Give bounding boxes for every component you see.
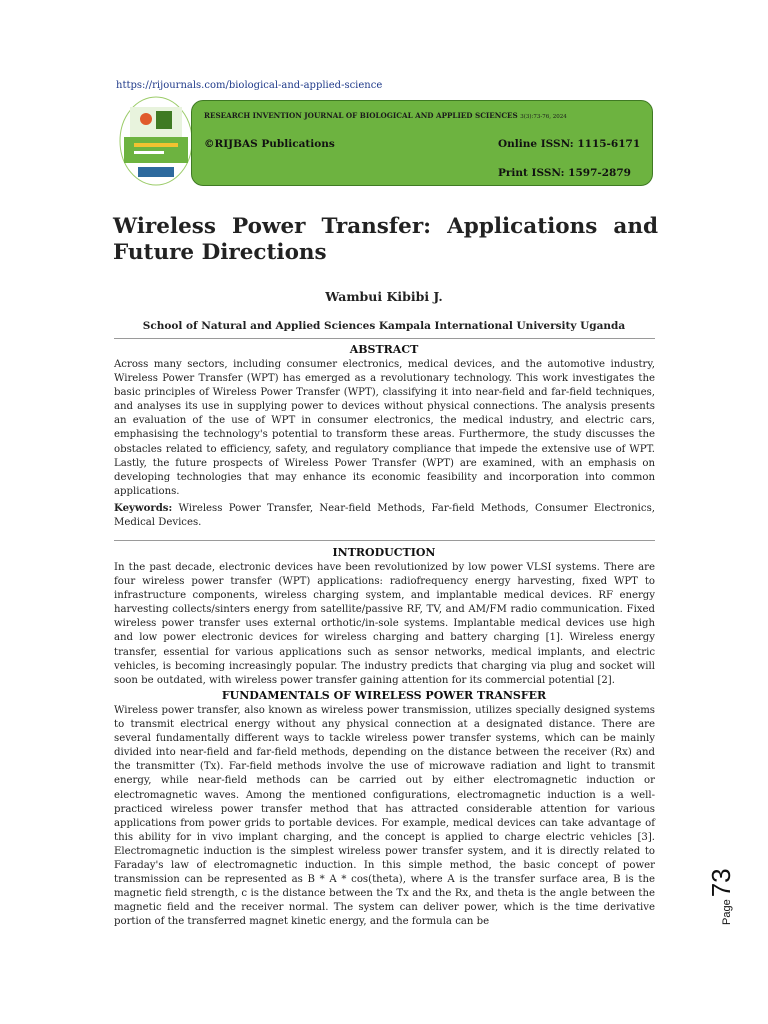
journal-logo — [116, 95, 196, 187]
page-word: Page — [721, 899, 733, 925]
introduction-heading: INTRODUCTION — [332, 546, 436, 559]
print-issn: Print ISSN: 1597-2879 — [498, 167, 631, 179]
publisher-label: ©RIJBAS Publications — [204, 138, 335, 150]
introduction-text: In the past decade, electronic devices have been revolutionized by low power VLSI systems. There are four wireless power transfer (WPT) applications: radiofrequency energy harvesting, fixed WPT to infrastructure components, wireless charging system, and implantable medical devices. RF energy harvesting collects/sinters energy from satellite/passive RF, TV, and AM/FM radio communication. Fixed wireless power transfer uses external orthotic/in-sole systems. Implantable medical devices use high and low power electronic devices for wireless charging and battery charging [1]. Wireless energy transfer, essential for various applications such as sensor networks, medical implants, and electric vehicles, is becoming increasingly popular. The industry predicts that charging via plug and socket will soon be outdated, with wireless power transfer gaining attention for its commercial potential [2]. — [114, 562, 655, 686]
page-number — [706, 868, 737, 925]
author-affiliation: School of Natural and Applied Sciences Kampala International University Uganda — [142, 320, 626, 332]
journal-url[interactable]: https://rijournals.com/biological-and-applied-science — [116, 80, 383, 91]
journal-banner — [191, 100, 653, 186]
abstract-heading: ABSTRACT — [349, 343, 419, 356]
volume-info: 3(3):73-76, 2024 — [520, 114, 567, 120]
keywords-list: Wireless Power Transfer, Near-field Methods, Far-field Methods, Consumer Electronics, Medical Devices. — [114, 503, 655, 529]
author-name: Wambui Kibibi J. — [325, 289, 443, 304]
journal-name: RESEARCH INVENTION JOURNAL OF BIOLOGICAL AND APPLIED SCIENCES 3(3):73-76, 2024 — [204, 111, 567, 120]
fundamentals-heading: FUNDAMENTALS OF WIRELESS POWER TRANSFER — [221, 689, 547, 702]
keywords-label: Keywords: — [114, 502, 173, 514]
online-issn: Online ISSN: 1115-6171 — [498, 138, 641, 150]
keywords — [114, 501, 655, 530]
divider-top — [114, 338, 655, 339]
article-title: Wireless Power Transfer: Applications and Future Directions — [113, 214, 658, 265]
page-number-value: 73 — [706, 868, 736, 898]
abstract-text: Across many sectors, including consumer electronics, medical devices, and the automotive industry, Wireless Power Transfer (WPT) has emerged as a revolutionary technology. This work investigates the basic principles of Wireless Power Transfer (WPT), classifying it into near-field and far-field techniques, and analyses its use in supplying power to devices without physical connections. The analysis presents an evaluation of the use of WPT in consumer electronics, the medical industry, and electric cars, emphasising the technology's potential to transform these areas. Furthermore, the study discusses the obstacles related to efficiency, safety, and regulatory compliance that impede the extensive use of WPT. Lastly, the future prospects of Wireless Power Transfer (WPT) are examined, with an emphasis on developing technologies that may enhance its economic feasibility and incorporation into common applications. — [114, 359, 655, 497]
fundamentals-text: Wireless power transfer, also known as wireless power transmission, utilizes specially designed systems to transmit electrical energy without any physical connection at a designated distance. There are several fundamentally different ways to tackle wireless power transfer systems, which can be mainly divided into near-field and far-field methods, depending on the distance between the receiver (Rx) and the transmitter (Tx). Far-field methods involve the use of microwave radiation and light to transmit energy, while near-field methods can be carried out by either electromagnetic induction or electromagnetic waves. Among the mentioned configurations, electromagnetic induction is a well-practiced wireless power transfer method that has attracted considerable attention for various applications from power grids to portable devices. For example, medical devices can take advantage of this ability for in vivo implant charging, and the concept is applied to charge electric vehicles [3]. Electromagnetic induction is the simplest wireless power transfer system, and it is directly related to Faraday's law of electromagnetic induction. In this simple method, the basic concept of power transmission can be represented as B * A * cos(theta), where A is the transfer surface area, B is the magnetic field strength, c is the distance between the Tx and the Rx, and theta is the angle between the magnetic field and the receiver normal. The system can deliver power, which is the time derivative portion of the transferred magnet kinetic energy, and the formula can be — [114, 705, 655, 928]
divider-bottom — [114, 540, 655, 541]
journal-cover-icon — [116, 95, 196, 187]
